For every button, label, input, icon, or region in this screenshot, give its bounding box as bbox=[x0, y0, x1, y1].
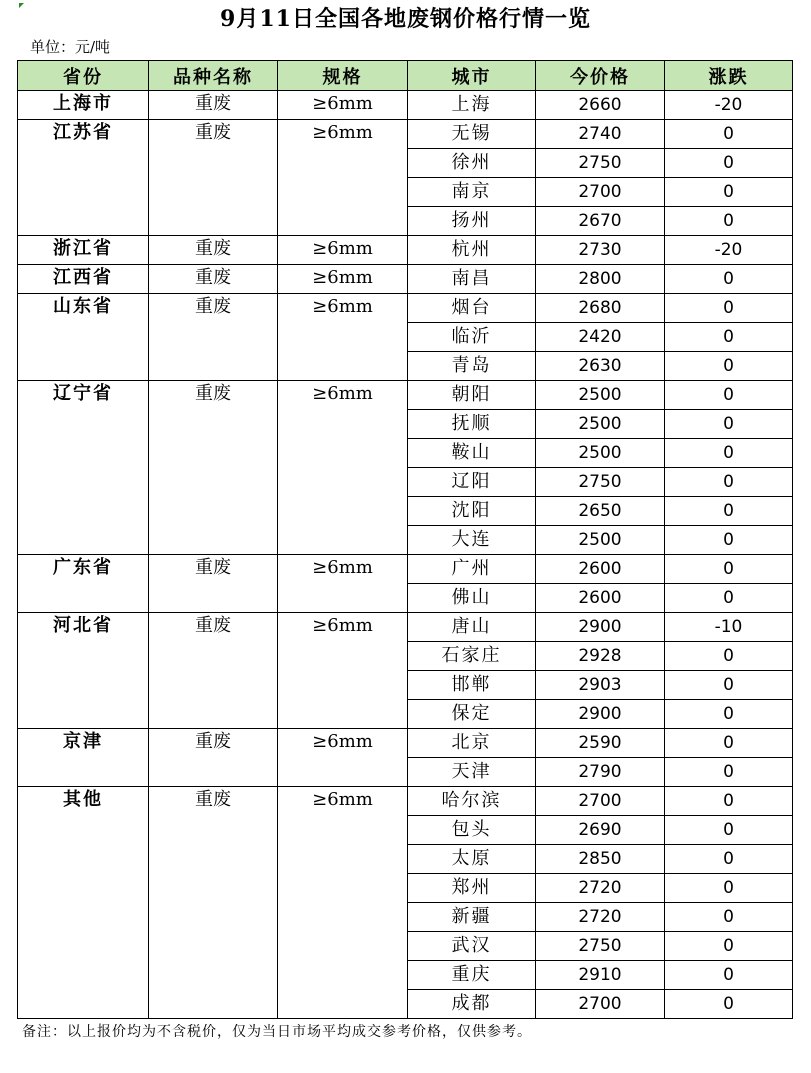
city-cell: 杭州 bbox=[408, 236, 536, 265]
spec-cell: ≥6mm bbox=[278, 555, 408, 613]
price-cell: 2500 bbox=[536, 439, 665, 468]
change-cell: 0 bbox=[665, 903, 793, 932]
change-cell: 0 bbox=[665, 584, 793, 613]
city-cell: 包头 bbox=[408, 816, 536, 845]
header-change: 涨跌 bbox=[665, 61, 793, 91]
header-variety: 品种名称 bbox=[149, 61, 278, 91]
city-cell: 上海 bbox=[408, 91, 536, 120]
province-cell: 江西省 bbox=[18, 265, 149, 294]
change-cell: 0 bbox=[665, 729, 793, 758]
change-cell: 0 bbox=[665, 294, 793, 323]
header-price: 今价格 bbox=[536, 61, 665, 91]
variety-cell: 重废 bbox=[149, 294, 278, 381]
change-cell: 0 bbox=[665, 439, 793, 468]
price-cell: 2750 bbox=[536, 468, 665, 497]
city-cell: 唐山 bbox=[408, 613, 536, 642]
price-cell: 2900 bbox=[536, 700, 665, 729]
city-cell: 徐州 bbox=[408, 149, 536, 178]
change-cell: 0 bbox=[665, 323, 793, 352]
city-cell: 烟台 bbox=[408, 294, 536, 323]
change-cell: 0 bbox=[665, 468, 793, 497]
change-cell: 0 bbox=[665, 961, 793, 990]
price-cell: 2420 bbox=[536, 323, 665, 352]
price-cell: 2730 bbox=[536, 236, 665, 265]
change-cell: 0 bbox=[665, 178, 793, 207]
province-cell: 上海市 bbox=[18, 91, 149, 120]
change-cell: 0 bbox=[665, 932, 793, 961]
city-cell: 沈阳 bbox=[408, 497, 536, 526]
variety-cell: 重废 bbox=[149, 120, 278, 236]
header-city: 城市 bbox=[408, 61, 536, 91]
province-cell: 山东省 bbox=[18, 294, 149, 381]
price-cell: 2850 bbox=[536, 845, 665, 874]
table-row bbox=[18, 294, 793, 323]
table-row bbox=[18, 91, 793, 120]
city-cell: 天津 bbox=[408, 758, 536, 787]
change-cell: 0 bbox=[665, 265, 793, 294]
table-row bbox=[18, 613, 793, 642]
change-cell: 0 bbox=[665, 874, 793, 903]
price-cell: 2720 bbox=[536, 903, 665, 932]
spec-cell: ≥6mm bbox=[278, 120, 408, 236]
province-cell: 其他 bbox=[18, 787, 149, 1019]
province-cell: 广东省 bbox=[18, 555, 149, 613]
city-cell: 扬州 bbox=[408, 207, 536, 236]
table-header-row bbox=[18, 61, 793, 91]
city-cell: 北京 bbox=[408, 729, 536, 758]
table-row bbox=[18, 555, 793, 584]
city-cell: 鞍山 bbox=[408, 439, 536, 468]
province-cell: 辽宁省 bbox=[18, 381, 149, 555]
price-cell: 2500 bbox=[536, 381, 665, 410]
price-cell: 2690 bbox=[536, 816, 665, 845]
price-cell: 2660 bbox=[536, 91, 665, 120]
city-cell: 青岛 bbox=[408, 352, 536, 381]
price-cell: 2740 bbox=[536, 120, 665, 149]
city-cell: 郑州 bbox=[408, 874, 536, 903]
table-row bbox=[18, 787, 793, 816]
city-cell: 新疆 bbox=[408, 903, 536, 932]
change-cell: 0 bbox=[665, 410, 793, 439]
spec-cell: ≥6mm bbox=[278, 265, 408, 294]
price-cell: 2600 bbox=[536, 584, 665, 613]
change-cell: 0 bbox=[665, 120, 793, 149]
city-cell: 哈尔滨 bbox=[408, 787, 536, 816]
table-row bbox=[18, 265, 793, 294]
spec-cell: ≥6mm bbox=[278, 787, 408, 1019]
city-cell: 辽阳 bbox=[408, 468, 536, 497]
price-cell: 2790 bbox=[536, 758, 665, 787]
change-cell: 0 bbox=[665, 758, 793, 787]
header-spec: 规格 bbox=[278, 61, 408, 91]
city-cell: 武汉 bbox=[408, 932, 536, 961]
table-row bbox=[18, 381, 793, 410]
change-cell: 0 bbox=[665, 555, 793, 584]
city-cell: 朝阳 bbox=[408, 381, 536, 410]
price-cell: 2910 bbox=[536, 961, 665, 990]
table-row bbox=[18, 236, 793, 265]
city-cell: 临沂 bbox=[408, 323, 536, 352]
change-cell: -20 bbox=[665, 91, 793, 120]
change-cell: 0 bbox=[665, 207, 793, 236]
table-body bbox=[18, 91, 793, 1019]
city-cell: 广州 bbox=[408, 555, 536, 584]
spec-cell: ≥6mm bbox=[278, 729, 408, 787]
city-cell: 南昌 bbox=[408, 265, 536, 294]
city-cell: 大连 bbox=[408, 526, 536, 555]
price-cell: 2750 bbox=[536, 932, 665, 961]
province-cell: 江苏省 bbox=[18, 120, 149, 236]
change-cell: -10 bbox=[665, 613, 793, 642]
price-cell: 2903 bbox=[536, 671, 665, 700]
spec-cell: ≥6mm bbox=[278, 294, 408, 381]
city-cell: 保定 bbox=[408, 700, 536, 729]
price-cell: 2590 bbox=[536, 729, 665, 758]
variety-cell: 重废 bbox=[149, 236, 278, 265]
spec-cell: ≥6mm bbox=[278, 381, 408, 555]
spec-cell: ≥6mm bbox=[278, 613, 408, 729]
table-row bbox=[18, 729, 793, 758]
spec-cell: ≥6mm bbox=[278, 91, 408, 120]
price-cell: 2928 bbox=[536, 642, 665, 671]
price-cell: 2670 bbox=[536, 207, 665, 236]
variety-cell: 重废 bbox=[149, 729, 278, 787]
price-table bbox=[17, 60, 793, 1019]
price-cell: 2750 bbox=[536, 149, 665, 178]
price-cell: 2720 bbox=[536, 874, 665, 903]
spec-cell: ≥6mm bbox=[278, 236, 408, 265]
city-cell: 无锡 bbox=[408, 120, 536, 149]
table-row bbox=[18, 120, 793, 149]
header-province: 省份 bbox=[18, 61, 149, 91]
price-cell: 2650 bbox=[536, 497, 665, 526]
price-cell: 2680 bbox=[536, 294, 665, 323]
city-cell: 佛山 bbox=[408, 584, 536, 613]
change-cell: 0 bbox=[665, 700, 793, 729]
variety-cell: 重废 bbox=[149, 787, 278, 1019]
province-cell: 浙江省 bbox=[18, 236, 149, 265]
change-cell: 0 bbox=[665, 990, 793, 1019]
price-cell: 2500 bbox=[536, 410, 665, 439]
city-cell: 抚顺 bbox=[408, 410, 536, 439]
price-cell: 2600 bbox=[536, 555, 665, 584]
price-cell: 2700 bbox=[536, 990, 665, 1019]
unit-label: 单位：元/吨 bbox=[30, 38, 111, 56]
change-cell: 0 bbox=[665, 526, 793, 555]
price-cell: 2700 bbox=[536, 178, 665, 207]
province-cell: 京津 bbox=[18, 729, 149, 787]
city-cell: 邯郸 bbox=[408, 671, 536, 700]
change-cell: 0 bbox=[665, 845, 793, 874]
change-cell: 0 bbox=[665, 671, 793, 700]
change-cell: -20 bbox=[665, 236, 793, 265]
price-cell: 2500 bbox=[536, 526, 665, 555]
price-cell: 2700 bbox=[536, 787, 665, 816]
variety-cell: 重废 bbox=[149, 555, 278, 613]
city-cell: 成都 bbox=[408, 990, 536, 1019]
change-cell: 0 bbox=[665, 816, 793, 845]
variety-cell: 重废 bbox=[149, 265, 278, 294]
city-cell: 南京 bbox=[408, 178, 536, 207]
price-cell: 2800 bbox=[536, 265, 665, 294]
page-title: 9月11日全国各地废钢价格行情一览 bbox=[220, 6, 591, 32]
price-cell: 2900 bbox=[536, 613, 665, 642]
change-cell: 0 bbox=[665, 352, 793, 381]
price-cell: 2630 bbox=[536, 352, 665, 381]
change-cell: 0 bbox=[665, 642, 793, 671]
change-cell: 0 bbox=[665, 787, 793, 816]
change-cell: 0 bbox=[665, 381, 793, 410]
city-cell: 石家庄 bbox=[408, 642, 536, 671]
variety-cell: 重废 bbox=[149, 381, 278, 555]
change-cell: 0 bbox=[665, 149, 793, 178]
footnote: 备注：以上报价均为不含税价，仅为当日市场平均成交参考价格，仅供参考。 bbox=[22, 1024, 532, 1040]
variety-cell: 重废 bbox=[149, 91, 278, 120]
city-cell: 太原 bbox=[408, 845, 536, 874]
change-cell: 0 bbox=[665, 497, 793, 526]
province-cell: 河北省 bbox=[18, 613, 149, 729]
variety-cell: 重废 bbox=[149, 613, 278, 729]
city-cell: 重庆 bbox=[408, 961, 536, 990]
